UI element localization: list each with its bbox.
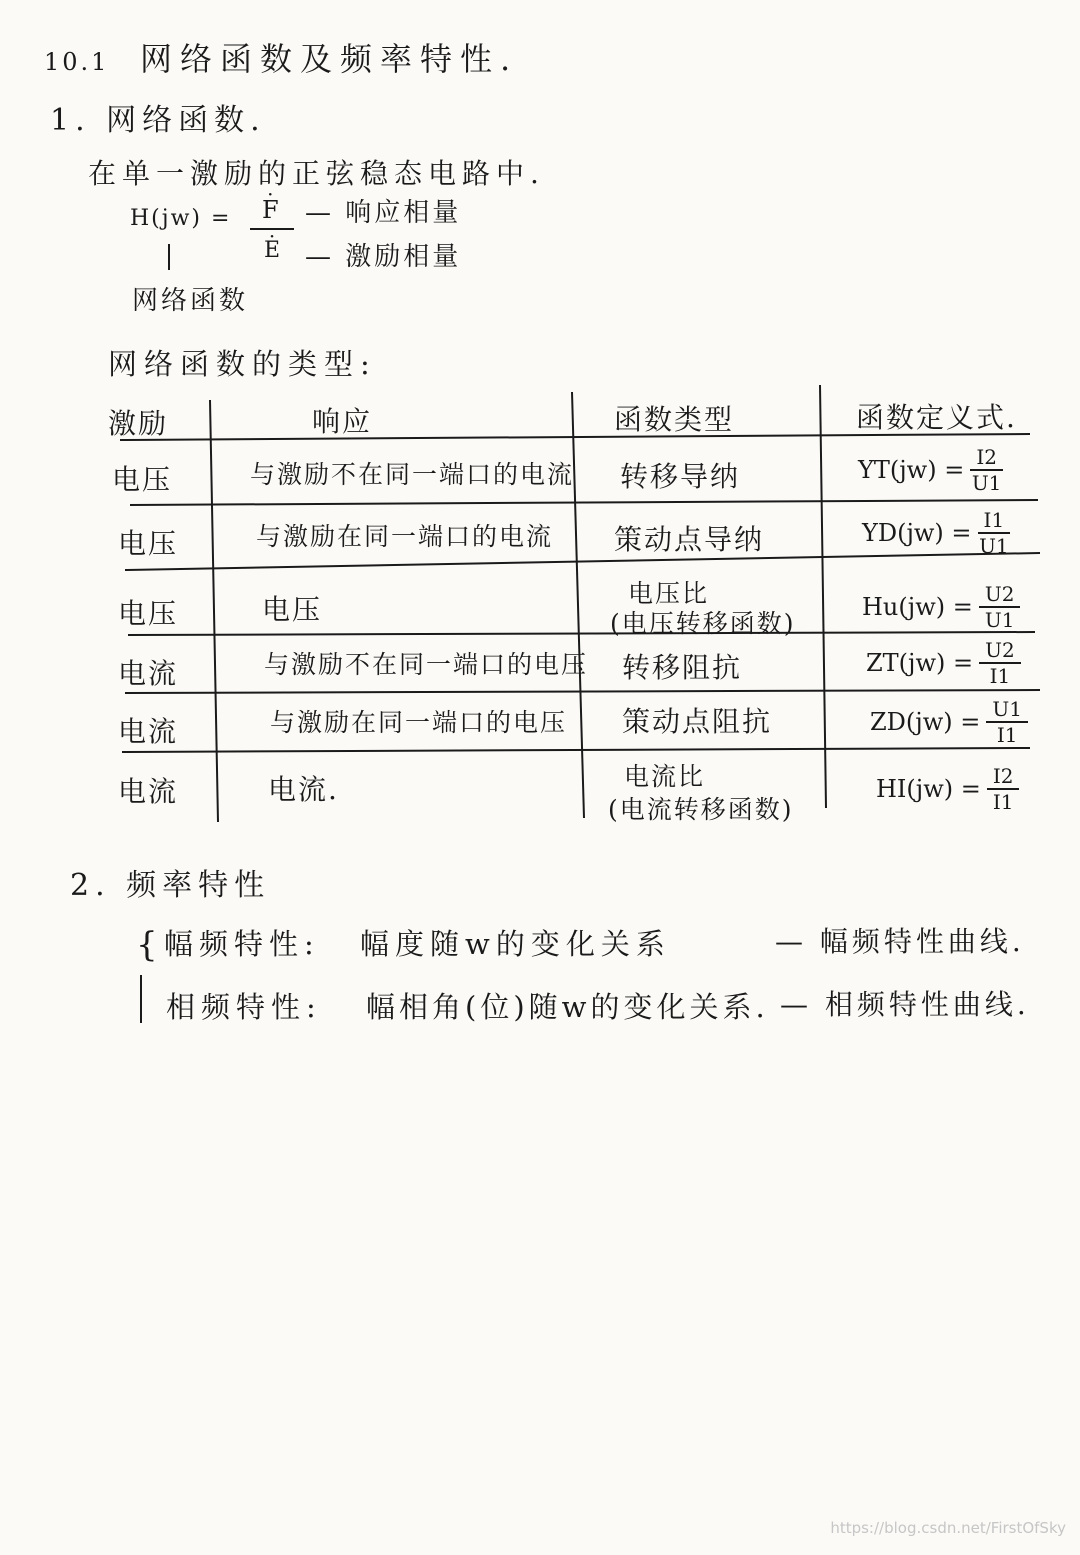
definition-lhs: YT(jw) =: [858, 456, 965, 484]
table-row-type-detail: (电压转移函数): [610, 609, 796, 638]
definition-numerator: I2: [970, 447, 1003, 471]
table-row-definition: [876, 766, 1019, 812]
table-row-line-1: [130, 500, 1038, 505]
table-row-excitation: 电压: [118, 597, 179, 630]
characteristic-description: 幅相角(位)随w的变化关系.: [366, 990, 769, 1024]
table-row-line-4: [125, 690, 1040, 693]
table-row-definition: [866, 640, 1021, 686]
table-row-type: 策动点阻抗: [622, 705, 773, 738]
definition-numerator: U2: [979, 584, 1021, 608]
table-header-type: 函数类型: [614, 403, 735, 436]
formula-caption: 网络函数: [132, 286, 249, 316]
table-header-excitation: 激励: [108, 407, 169, 440]
section1-intro: 在单一激励的正弦稳态电路中.: [88, 157, 545, 190]
table-row-line-5: [122, 748, 1030, 752]
table-row-definition: [862, 584, 1020, 630]
definition-lhs: HI(jw) =: [876, 775, 981, 803]
table-header-definition: 函数定义式.: [856, 401, 1017, 434]
definition-lhs: Hu(jw) =: [862, 593, 973, 621]
table-row-type: 转移导纳: [620, 460, 741, 493]
section2-brace-stem: [140, 975, 142, 1023]
table-row-excitation: 电流: [118, 715, 179, 748]
table-row-response: 与激励不在同一端口的电压: [264, 650, 589, 679]
characteristic-curve: — 幅频特性曲线.: [775, 925, 1025, 958]
section1-label: 1. 网络函数.: [50, 103, 266, 138]
table-row-excitation: 电压: [118, 527, 179, 560]
formula-denominator-note: — 激励相量: [305, 242, 462, 272]
table-row-type: 电压比: [628, 579, 710, 608]
characteristic-description: 幅度随w的变化关系: [360, 927, 671, 961]
heading-number: 10.1: [44, 48, 110, 76]
definition-numerator: I1: [978, 510, 1011, 534]
table-row-definition: [862, 510, 1010, 556]
table-row-response: 与激励在同一端口的电压: [270, 708, 568, 737]
definition-fraction: [970, 447, 1003, 493]
definition-numerator: U1: [986, 699, 1028, 723]
table-row-excitation: 电流: [118, 657, 179, 690]
table-row-excitation: 电压: [112, 463, 173, 496]
table-row-type: 电流比: [624, 762, 706, 791]
formula-numerator-note: — 响应相量: [305, 198, 462, 228]
table-header-response: 响应: [312, 405, 373, 438]
definition-denominator: U1: [984, 608, 1015, 632]
table-col-divider-3: [820, 385, 826, 808]
characteristic-curve: — 相频特性曲线.: [780, 988, 1030, 1021]
definition-lhs: ZT(jw) =: [866, 649, 974, 677]
section2-label: 2. 频率特性: [70, 868, 271, 903]
table-row-line-3: [128, 632, 1035, 635]
definition-fraction: [987, 766, 1020, 812]
definition-denominator: I1: [989, 664, 1011, 688]
definition-numerator: U2: [979, 640, 1021, 664]
section2-brace: {: [136, 925, 158, 965]
definition-fraction: [986, 699, 1028, 745]
table-row-type: 策动点导纳: [614, 523, 765, 556]
formula-denominator-symbol: · E: [264, 238, 280, 263]
table-row-type: 转移阻抗: [622, 651, 743, 684]
table-row-definition: [870, 699, 1028, 745]
definition-lhs: ZD(jw) =: [870, 708, 981, 736]
definition-denominator: I1: [992, 790, 1014, 814]
characteristic-term: 幅频特性:: [164, 927, 320, 961]
definition-denominator: I1: [996, 723, 1018, 747]
table-row-response: 电压: [262, 593, 323, 626]
table-row-response: 与激励在同一端口的电流: [256, 522, 554, 551]
definition-lhs: YD(jw) =: [862, 519, 972, 547]
types-title: 网络函数的类型:: [108, 347, 377, 381]
table-row-definition: [858, 447, 1003, 493]
table-row-type-detail: (电流转移函数): [608, 795, 794, 824]
heading-title: 网络函数及频率特性.: [139, 40, 519, 78]
definition-fraction: [979, 640, 1021, 686]
table-col-divider-1: [210, 400, 218, 822]
characteristic-term: 相频特性:: [166, 990, 322, 1024]
formula-lhs: H(jw) =: [130, 206, 232, 231]
table-row-response: 与激励不在同一端口的电流: [250, 460, 575, 489]
table-row-response: 电流.: [268, 773, 339, 806]
definition-denominator: U1: [971, 471, 1002, 495]
definition-fraction: [979, 584, 1021, 630]
formula-numerator-symbol: · F: [262, 196, 279, 224]
table-row-excitation: 电流: [118, 775, 179, 808]
definition-denominator: U1: [979, 534, 1009, 558]
definition-fraction: [978, 510, 1011, 556]
definition-numerator: I2: [987, 766, 1020, 790]
watermark-url: https://blog.csdn.net/FirstOfSky: [830, 1519, 1066, 1537]
